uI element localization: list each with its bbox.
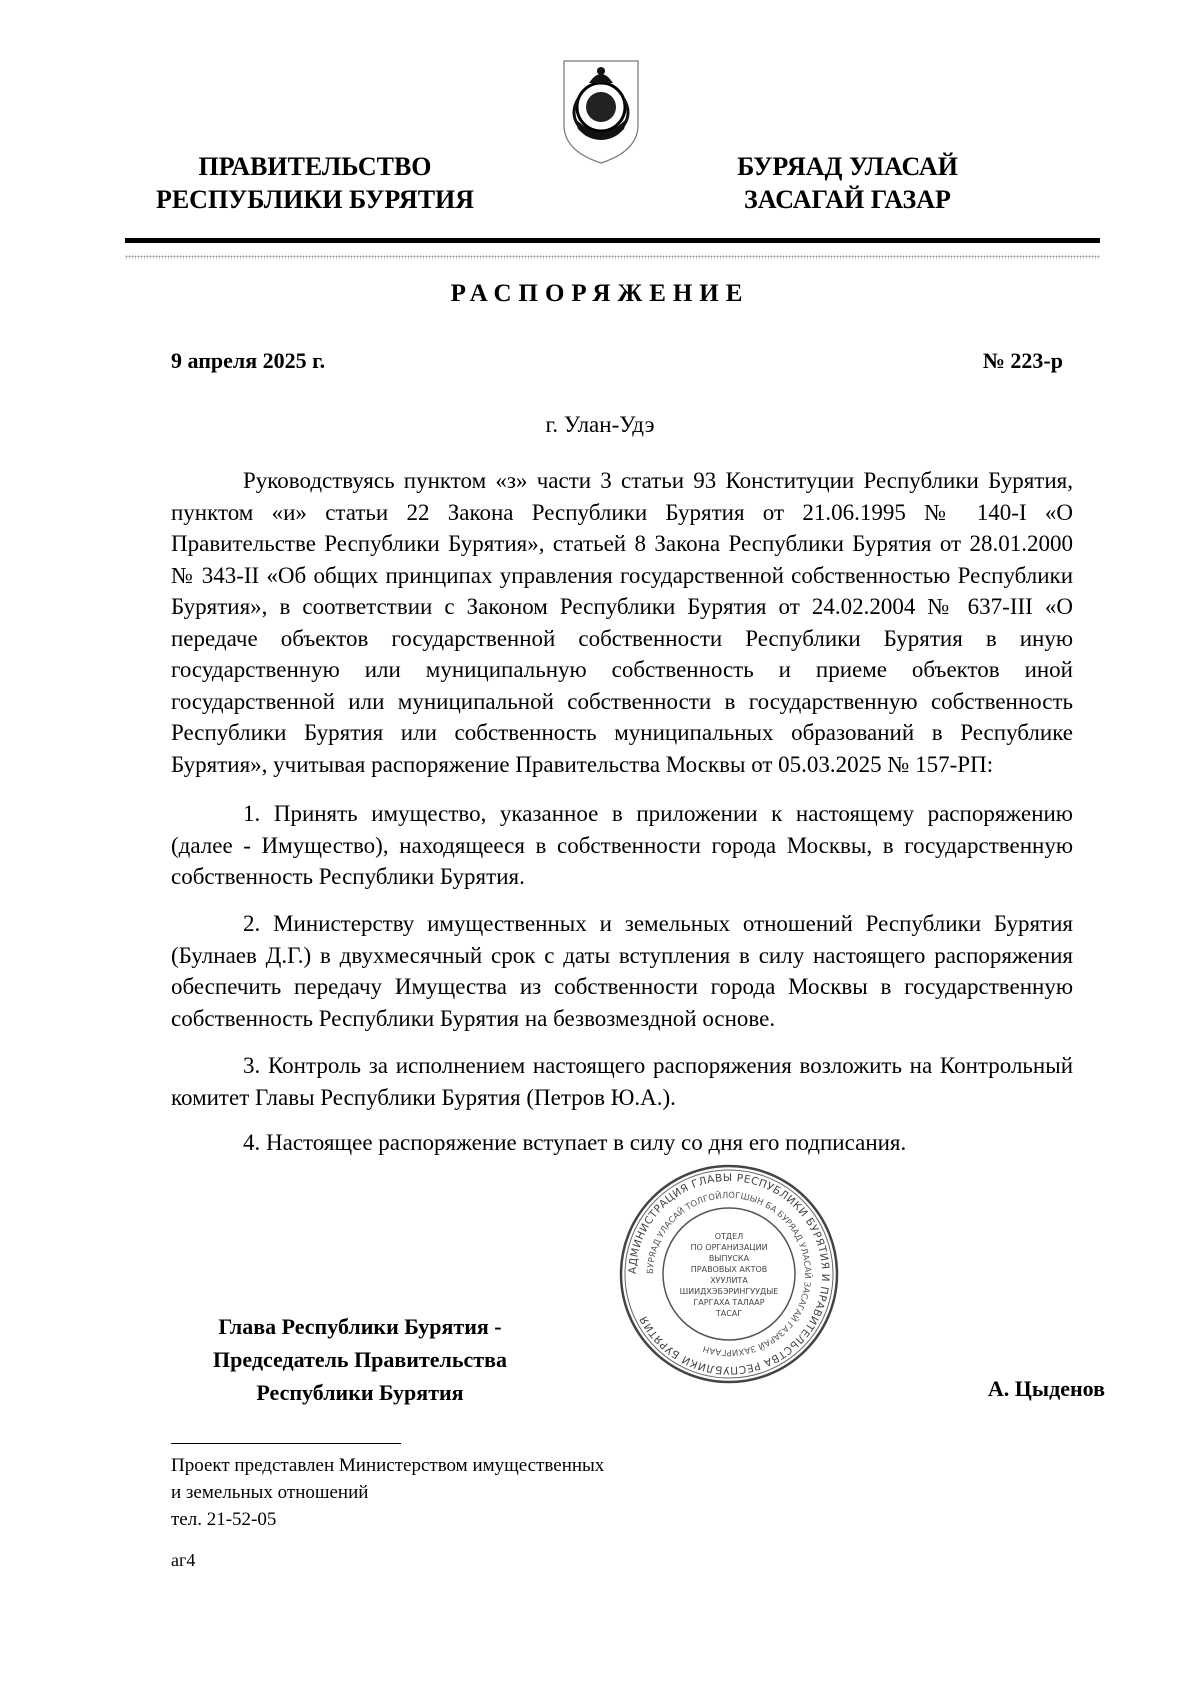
signatory-name: А. Цыденов [987,1376,1105,1401]
footer-line1: Проект представлен Министерством имущественных [171,1455,605,1476]
stamp-center-line: ГАРГАХА ТАЛААР [693,1298,765,1307]
document-number: № 223-р [982,348,1063,373]
header-right-line1: БУРЯАД УЛАСАЙ [737,152,958,181]
buryatia-coat-of-arms-icon [556,55,646,167]
stamp-center-line: ШИИДХЭБЭРИНГУУДЫЕ [679,1287,779,1296]
round-stamp-icon [618,1163,840,1385]
footer-line3: тел. 21-52-05 [171,1509,277,1530]
item-2-paragraph: 2. Министерству имущественных и земельных отношений Республики Бурятия (Булнаев Д.Г.) в двухмесячный срок с даты вступления в силу настоящего распоряжения обеспечить передачу Имущества из собственности города Москвы в государственную собственность Республики Бурятия на безвозмездной основе. [171,911,1073,1031]
footer-divider [171,1443,401,1444]
stamp-center-line: ПО ОРГАНИЗАЦИИ [690,1243,768,1252]
header-dotted-divider [125,255,1100,259]
header-left [145,150,485,216]
signatory-position [160,1310,560,1409]
footer-line2: и земельных отношений [171,1482,369,1503]
stamp-inner-text: БУРЯАД УЛАСАЙ ТОЛГОЙЛОГШЫН БА БУРЯАД УЛАСАЙ ЗАСАГАЙ ГАЗАРАЙ ЗАХИРГААН [645,1190,813,1358]
document-city: г. Улан-Удэ [545,412,655,437]
stamp-center-line: ВЫПУСКА [708,1254,750,1263]
header-left-line1: ПРАВИТЕЛЬСТВО [198,152,432,181]
item-1-paragraph: 1. Принять имущество, указанное в приложении к настоящему распоряжению (далее - Имущество), находящееся в собственности города Москвы, в государственную собственность Республики Бурятия. [171,801,1073,889]
stamp-center-line: ХУУЛИТА [710,1276,748,1285]
signatory-position-line2: Председатель Правительства [213,1347,507,1372]
official-stamp [618,1163,840,1385]
document-date: 9 апреля 2025 г. [171,348,326,373]
item-4-paragraph: 4. Настоящее распоряжение вступает в силу со дня его подписания. [243,1130,907,1155]
header-right [710,150,985,216]
header-left-line2: РЕСПУБЛИКИ БУРЯТИЯ [155,185,475,214]
stamp-center-line: ПРАВОВЫХ АКТОВ [690,1265,768,1274]
signatory-position-line3: Республики Бурятия [256,1380,464,1405]
svg-text:АДМИНИСТРАЦИЯ ГЛАВЫ РЕСПУБЛИКИ [627,1172,831,1376]
preamble-paragraph: Руководствуясь пунктом «з» части 3 статьи 93 Конституции Республики Бурятия, пунктом «и» статьи 22 Закона Республики Бурятия от 21.06.1995 № 140-I «О Правительстве Республики Бурятия», статьей 8 Закона Республики Бурятия от 28.01.2000 № 343-II «Об общих принципах управления государственной собственностью Республики Бурятия», в соответствии с Законом Республики Бурятия от 24.02.2004 № 637-III «О передаче объектов государственной собственности Республики Бурятия в иную государственную или муниципальную собственность и приеме объектов иной государственной или муниципальной собственности в государственную собственность Республики Бурятия или собственность муниципальных образований в Республике Бурятия», учитывая распоряжение Правительства Москвы от 05.03.2025 № 157-РП: [171,468,1073,777]
document-code: аг4 [171,1550,196,1570]
header-right-line2: ЗАСАГАЙ ГАЗАР [744,185,951,214]
header-divider [125,238,1100,243]
stamp-center-line: ОТДЕЛ [714,1232,744,1241]
coat-of-arms [556,55,646,167]
document-title: РАСПОРЯЖЕНИЕ [450,280,750,307]
item-3-paragraph: 3. Контроль за исполнением настоящего распоряжения возложить на Контрольный комитет Главы Республики Бурятия (Петров Ю.А.). [171,1053,1073,1110]
stamp-outer-text: АДМИНИСТРАЦИЯ ГЛАВЫ РЕСПУБЛИКИ БУРЯТИЯ И ПРАВИТЕЛЬСТВА РЕСПУБЛИКИ БУРЯТИЯ [626,1171,832,1377]
signatory-position-line1: Глава Республики Бурятия - [218,1314,502,1339]
footer-note [171,1452,604,1533]
stamp-center-line: ТАСАГ [715,1309,743,1318]
